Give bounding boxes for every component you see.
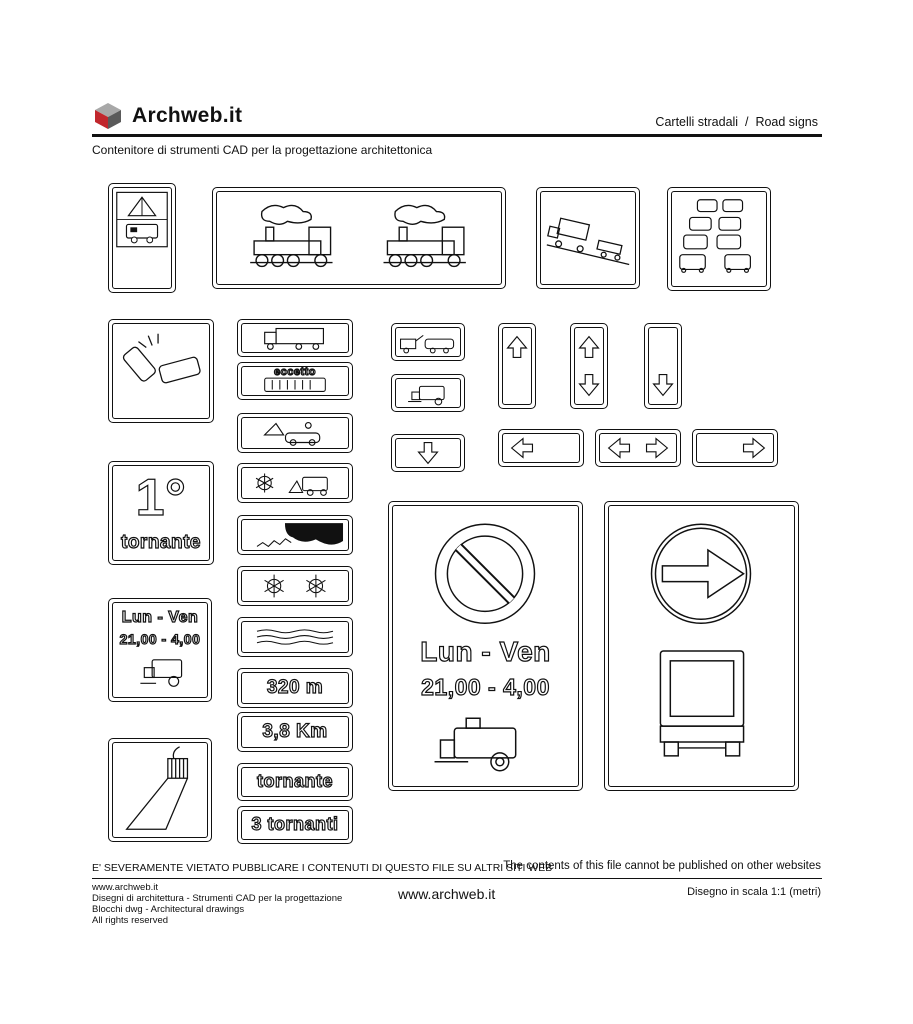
section-title: Cartelli stradali / Road signs [655,115,818,129]
plate-snow-plow-snowflake [237,463,353,503]
plate-snowplow [237,413,353,453]
tornante-number: 1° [135,469,187,527]
small-hours: 21,00 - 4,00 [119,631,201,647]
footer-credits [92,882,342,926]
lane-arrow-left-right [595,429,681,467]
plate-tornante [237,763,353,801]
distance-m: 320 m [266,677,324,698]
plate-tornanti [237,806,353,844]
paint-brush-sign [108,738,212,842]
street-sweeper-hours-small-sign [108,598,212,702]
trains-sign [212,187,506,289]
plate-ice [237,617,353,657]
footer-line-4: All rights reserved [92,915,169,926]
warning-english: The contents of this file cannot be published on other websites [503,860,821,872]
scale-note: Disegno in scala 1:1 (metri) [687,886,821,898]
footer-rule [92,878,822,879]
distance-km: 3,8 Km [262,721,328,742]
plate-distance-m [237,668,353,708]
mandatory-right-truck-sign [604,501,799,791]
footer-line-2: Disegni di architettura - Strumenti CAD per la progettazione [92,893,343,904]
lane-arrow-up-down [570,323,608,409]
plate-truck [237,319,353,357]
plate-snowflakes [237,566,353,606]
accident-sign [108,319,214,423]
truck-descent-sign [536,187,640,289]
big-days: Lun - Ven [420,636,551,667]
plate-tornante-text: tornante [257,771,333,791]
camper-sign [108,183,176,293]
plate-eccetto-bus [237,362,353,400]
lane-arrow-left [498,429,584,467]
plate-sweeper [391,374,465,412]
archweb-logo-icon [94,102,122,130]
big-hours: 21,00 - 4,00 [421,674,550,700]
lane-arrow-right [692,429,778,467]
small-days: Lun - Ven [121,609,199,626]
footer-url[interactable]: www.archweb.it [398,886,496,902]
traffic-jam-sign [667,187,771,291]
header-rule [92,134,822,137]
plate-tow-truck [391,323,465,361]
eccetto-text: eccetto [273,366,317,378]
footer-line-3: Blocchi dwg - Architectural drawings [92,904,245,915]
plate-arrow-down [391,434,465,472]
subtitle: Contenitore di strumenti CAD per la progettazione architettonica [92,143,433,157]
no-parking-sweeper-sign [388,501,583,791]
warning-italian: E' SEVERAMENTE VIETATO PUBBLICARE I CONTENUTI DI QUESTO FILE SU ALTRI SITI WEB [92,862,553,874]
plate-avalanche [237,515,353,555]
plate-distance-km [237,712,353,752]
tornante-label: tornante [121,532,201,553]
brand-name: Archweb.it [132,104,243,127]
lane-arrow-up [498,323,536,409]
footer-line-1: www.archweb.it [92,882,158,893]
tornante-number-sign [108,461,214,565]
plate-tornanti-text: 3 tornanti [251,814,339,834]
lane-arrow-down [644,323,682,409]
